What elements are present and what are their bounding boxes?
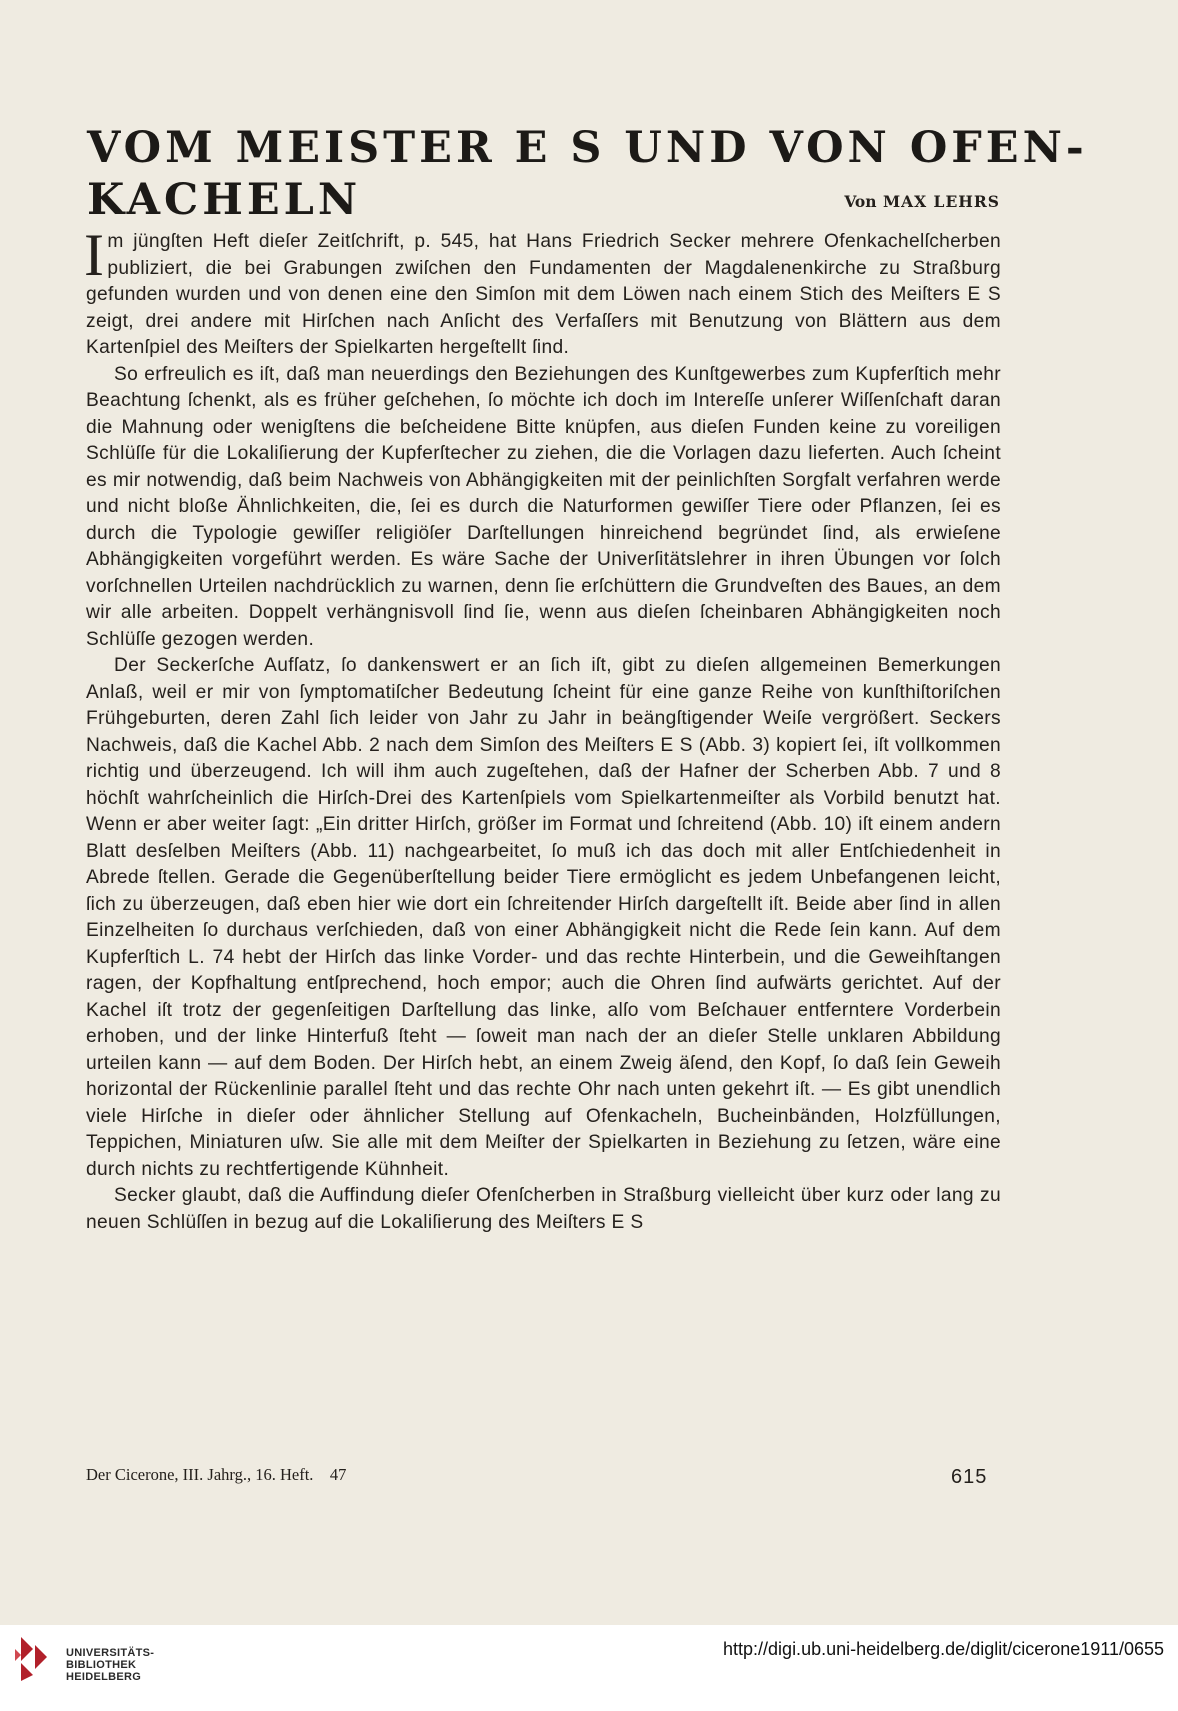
page-number: 615 <box>951 1466 988 1488</box>
sheet-number: 47 <box>329 1465 347 1484</box>
library-name-line-3: HEIDELBERG <box>66 1671 142 1683</box>
library-name-line-2: BIBLIOTHEK <box>66 1659 137 1671</box>
journal-reference: Der Cicerone, III. Jahrg., 16. Heft. <box>86 1465 314 1484</box>
byline-author: MAX LEHRS <box>882 192 1000 211</box>
source-url[interactable]: http://digi.ub.uni-heidelberg.de/diglit/cicerone1911/0655 <box>723 1639 1164 1659</box>
author-byline <box>844 192 1000 211</box>
page-footer <box>86 1465 346 1485</box>
paragraph-3: Der Seckerſche Aufſatz, ſo dankenswert er an ſich iſt, gibt zu dieſen allgemeinen Bemerkungen Anlaß, weil er mir von ſymptomatiſcher Bedeutung ſcheint für eine ganze Reihe von kunſthiſtoriſchen Frühgeburten, deren Zahl ſich leider von Jahr zu Jahr in beängſtigender Weiſe vergrößert. Seckers Nachweis, daß die Kachel Abb. 2 nach dem Simſon des Meiſters E S (Abb. 3) kopiert ſei, iſt vollkommen richtig und überzeugend. Ich will ihm auch zugeſtehen, daß der Hafner der Scherben Abb. 7 und 8 höchſt wahrſcheinlich die Hirſch-Drei des Kartenſpiels vom Spielkartenmeiſter als Vorbild benutzt hat. Wenn er aber weiter ſagt: „Ein dritter Hirſch, größer im Format und ſchreitend (Abb. 10) iſt einem andern Blatt desſelben Meiſters (Abb. 11) nachgearbeitet, ſo muß ich das doch mit aller Entſchiedenheit in Abrede ſtellen. Gerade die Gegenüberſtellung beider Tiere ermöglicht es jedem Unbefangenen leicht, ſich zu überzeugen, daß eben hier wie dort ein ſchreitender Hirſch dargeſtellt iſt. Beide aber ſind in allen Einzelheiten ſo durchaus verſchieden, daß von einer Abhängigkeit nicht die Rede ſein kann. Auf dem Kupferſtich L. 74 hebt der Hirſch das linke Vorder- und das rechte Hinterbein, und die Geweihſtangen ragen, der Kopfhaltung entſprechend, hoch empor; auch die Ohren ſind aufwärts gerichtet. Auf der Kachel iſt trotz der gegenſeitigen Darſtellung das linke, alſo vom Beſchauer entferntere Vorderbein erhoben, und der linke Hinterfuß ſteht — ſoweit man nach der an dieſer Stelle unklaren Abbildung urteilen kann — auf dem Boden. Der Hirſch hebt, an einem Zweig äſend, den Kopf, ſo daß ſein Geweih horizontal der Rückenlinie parallel ſteht und das rechte Ohr nach unten gekehrt iſt. — Es gibt unendlich viele Hirſche in dieſer oder ähnlicher Stellung auf Ofenkacheln, Bucheinbänden, Holzfüllungen, Teppichen, Miniaturen uſw. Sie alle mit dem Meiſter der Spielkarten in Beziehung zu ſetzen, wäre eine durch nichts zu rechtfertigende Kühnheit. <box>86 655 1001 1180</box>
title-line-1: VOM MEISTER E S UND VON OFEN- <box>87 123 1088 173</box>
paragraph-4: Secker glaubt, daß die Auffindung dieſer Ofenſcherben in Straßburg vielleicht über kurz oder lang zu neuen Schlüſſen in bezug auf die Lokaliſierung des Meiſters E S <box>86 1185 1001 1233</box>
library-name <box>66 1647 154 1683</box>
drop-cap: I <box>84 222 105 288</box>
paragraph-1 <box>84 222 1001 362</box>
byline-von: Von <box>844 192 877 211</box>
library-name-line-1: UNIVERSITÄTS- <box>66 1647 155 1659</box>
paragraph-text: m jüngſten Heft dieſer Zeitſchrift, p. 545, hat Hans Friedrich Secker mehrere Ofenkachelſcherben publiziert, die bei Grabungen zwiſchen den Fundamenten der Magdalenenkirche zu Straßburg gefunden wurden und von denen eine den Simſon mit dem Löwen nach einem Stich des Meiſters E S zeigt, drei andere mit Hirſchen nach Anſicht des Verfaſſers mit Benutzung von Blättern aus dem Kartenſpiel des Meiſters der Spielkarten hergeſtellt ſind. <box>86 231 1001 358</box>
library-logo-icon <box>13 1635 53 1681</box>
paragraph-2: So erfreulich es iſt, daß man neuerdings den Beziehungen des Kunſtgewerbes zum Kupferſtich mehr Beachtung ſchenkt, als es früher geſchehen, ſo möchte ich doch im Intereſſe unſerer Wiſſenſchaft daran die Mahnung oder wenigſtens die beſcheidene Bitte knüpfen, aus dieſen Funden keine zu voreiligen Schlüſſe für die Lokaliſierung der Kupferſtecher zu ziehen, die die Vorlagen dazu lieferten. Auch ſcheint es mir notwendig, daß beim Nachweis von Abhängigkeiten mit der peinlichſten Sorgfalt verfahren werde und nicht bloße Ähnlichkeiten, die, ſei es durch die Naturformen gewiſſer Tiere oder Pflanzen, ſei es durch die Typologie gewiſſer religiöſer Darſtellungen hinreichend begründet ſind, als erwieſene Abhängigkeiten vorgeführt werden. Es wäre Sache der Univerſitätslehrer in ihren Übungen vor ſolch vorſchnellen Urteilen nachdrücklich zu warnen, denn ſie erſchüttern die Grundveſten des Baues, an dem wir alle arbeiten. Doppelt verhängnisvoll ſind ſie, wenn aus dieſen ſcheinbaren Abhängigkeiten noch Schlüſſe gezogen werden. <box>86 363 1001 650</box>
title-line-2: KACHELN <box>87 175 362 225</box>
article-body <box>84 222 1001 1236</box>
library-banner <box>0 1625 1178 1711</box>
